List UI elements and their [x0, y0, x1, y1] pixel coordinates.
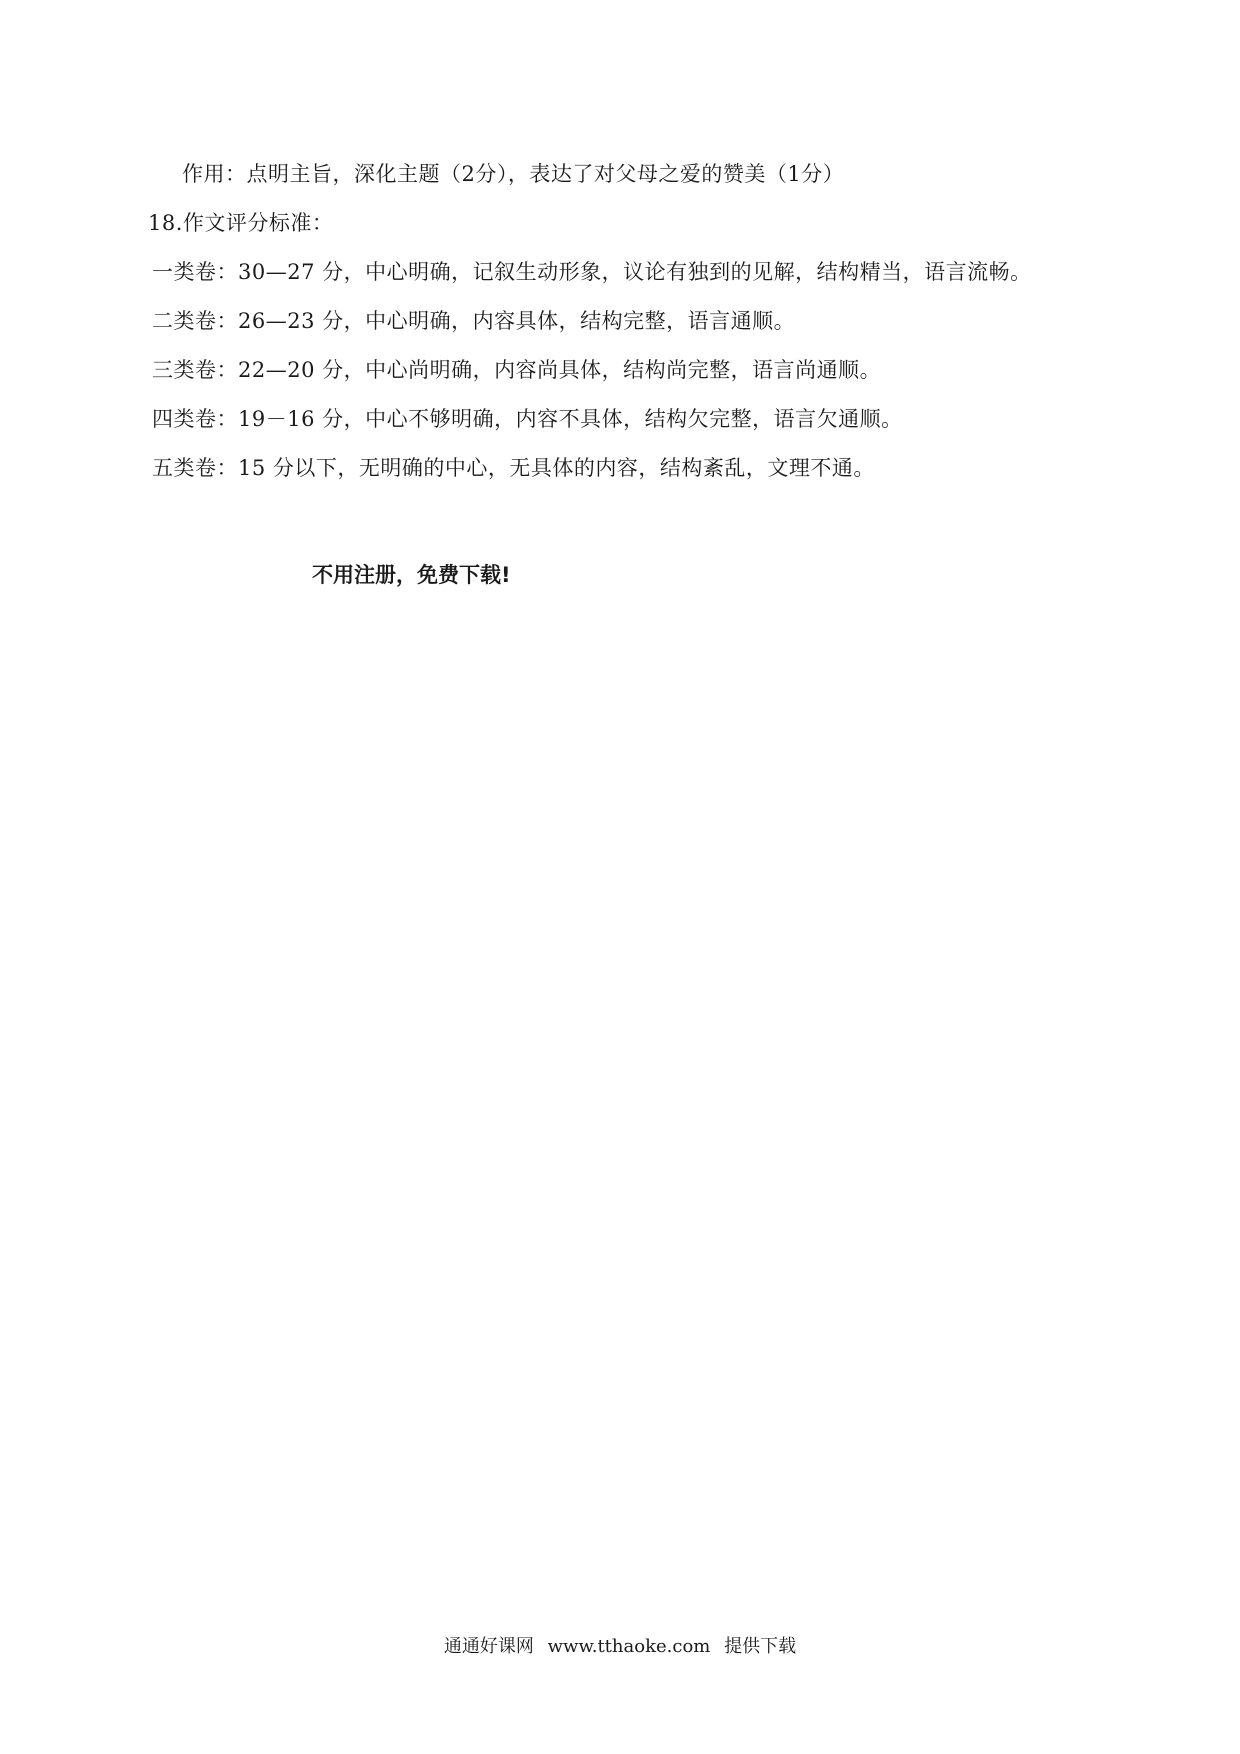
- footer-url-link[interactable]: www.tthaoke.com: [547, 1636, 711, 1657]
- footer-site-name: 通通好课网: [443, 1636, 534, 1657]
- essay-criteria-heading: 18.作文评分标准：: [148, 211, 334, 235]
- answer-function-line: 作用：点明主旨，深化主题（2分），表达了对父母之爱的赞美（1分）: [182, 162, 845, 186]
- footer-suffix: 提供下载: [724, 1636, 797, 1657]
- grade-5-criteria: 五类卷：15 分以下，无明确的中心，无具体的内容，结构紊乱，文理不通。: [152, 456, 875, 480]
- grade-1-criteria: 一类卷：30—27 分，中心明确，记叙生动形象，议论有独到的见解，结构精当，语言流畅。: [152, 260, 1032, 284]
- grade-3-criteria: 三类卷：22—20 分，中心尚明确，内容尚具体，结构尚完整，语言尚通顺。: [152, 358, 882, 382]
- page-footer: [0, 1635, 1240, 1659]
- grade-2-criteria: 二类卷：26—23 分，中心明确，内容具体，结构完整，语言通顺。: [152, 309, 796, 333]
- grade-4-criteria: 四类卷：19－16 分，中心不够明确，内容不具体，结构欠完整，语言欠通顺。: [152, 407, 903, 431]
- free-download-notice: 不用注册，免费下载!: [312, 563, 511, 587]
